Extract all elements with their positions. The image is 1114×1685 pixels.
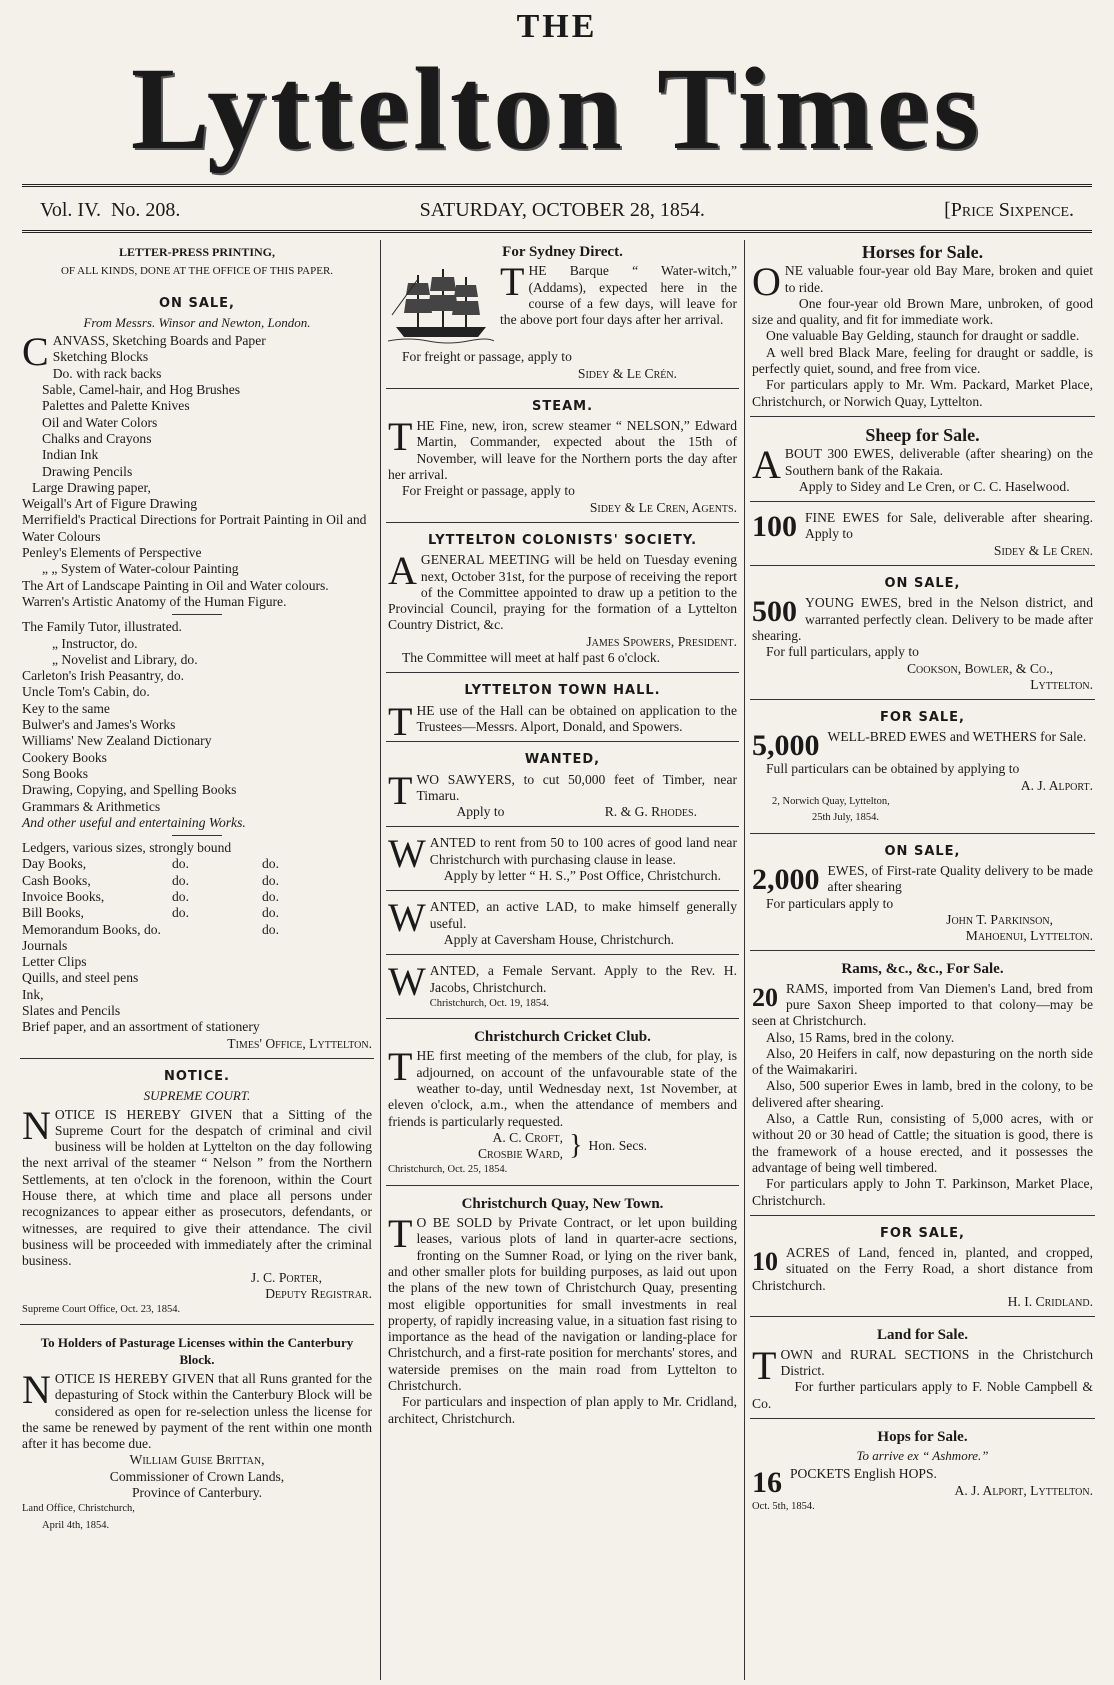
ad-heading: WANTED, [524, 752, 601, 768]
dateline-rule [22, 230, 1092, 233]
ad-dateline: Christchurch, Oct. 19, 1854. [429, 997, 550, 1009]
table-row [22, 856, 372, 872]
ad-signature: J. C. Porter, [250, 1269, 322, 1285]
quantity-number: 100 [752, 510, 797, 544]
ad-signature: Sidey & Le Cren, Agents. [589, 499, 737, 515]
ad-dateline: 2, Norwich Quay, Lyttelton, [772, 796, 890, 808]
masthead-rule [22, 184, 1092, 187]
ad-body: YOUNG EWES, bred in the Nelson district, and warranted perfectly clean. Delivery to be made after shearing. [752, 595, 1093, 643]
issue-date: SATURDAY, OCTOBER 28, 1854. [419, 198, 705, 221]
ad-body: Also, a Cattle Run, consisting of 5,000 acres, with or without 20 or 30 head of Cattle; the situation is good, there is the framework of a house erected, and it possesses the advantage of being well timbered. [752, 1111, 1093, 1175]
table-row [22, 889, 372, 905]
ad-dateline: April 4th, 1854. [42, 1519, 110, 1531]
list-item: Cookery Books [22, 749, 107, 765]
ad-heading: FOR SALE, [880, 710, 965, 726]
list-item: „ Novelist and Library, do. [52, 651, 198, 667]
list-item: Sketching Blocks [52, 349, 149, 365]
quantity-number: 16 [752, 1466, 782, 1500]
ad-acres [750, 1222, 1095, 1317]
ad-notice-supreme-court [20, 1065, 374, 1325]
ad-body: For Freight or passage, apply to [402, 483, 575, 499]
ad-body: ONE valuable four-year old Bay Mare, broken and quiet to ride. [752, 259, 1093, 305]
ad-pasturage-licenses [20, 1331, 374, 1540]
ad-heading: FOR SALE, [880, 1225, 965, 1241]
list-item: Large Drawing paper, [32, 479, 151, 495]
list-item: Warren's Artistic Anatomy of the Human Figure. [22, 593, 287, 609]
list-item: And other useful and entertaining Works. [22, 814, 246, 830]
ad-heading: To Holders of Pasturage Licenses within the Canterbury Block. [40, 1335, 354, 1367]
ship-icon [388, 265, 494, 347]
ad-wanted-sawyers [386, 748, 739, 827]
ad-horses [750, 240, 1095, 417]
ad-signature: Sidey & Le Crén. [577, 365, 677, 381]
table-cell: do. [172, 872, 189, 888]
table-cell: Invoice Books, [22, 888, 105, 904]
table-cell: do. [262, 905, 279, 921]
ad-body: For further particulars apply to F. Noble Campbell & Co. [752, 1379, 1093, 1411]
ad-signature: H. I. Cridland. [1007, 1294, 1093, 1310]
ad-hops [750, 1425, 1095, 1521]
issue-number: No. 208. [110, 198, 181, 221]
masthead-the: THE [516, 8, 598, 45]
ad-body: For full particulars, apply to [766, 644, 919, 660]
ad-heading: Hops for Sale. [877, 1428, 968, 1445]
table-cell: do. [262, 921, 279, 937]
list-item: Quills, and steel pens [22, 970, 139, 986]
ad-dateline: Supreme Court Office, Oct. 23, 1854. [22, 1304, 181, 1316]
ad-signature: Crosbie Ward, [477, 1146, 564, 1162]
ad-body: Also, 500 superior Ewes in lamb, bred in the colony, to be delivered after shearing. [752, 1078, 1093, 1110]
volume: Vol. IV. [40, 198, 101, 221]
ad-signature: John T. Parkinson, [946, 911, 1053, 927]
column-1 [20, 240, 374, 1680]
ad-sydney-direct [386, 240, 739, 389]
ad-steam [386, 395, 739, 523]
table-row [22, 905, 372, 921]
ad-body: EWES, of First-rate Quality delivery to be made after shearing [827, 862, 1093, 895]
ad-body: NOTICE IS HEREBY GIVEN that all Runs granted for the depasturing of Stock within the Canterbury Block will be considered as open for re-selection unless the license for the same be renewed by payment of the rent within one month after it has become due. [22, 1367, 372, 1452]
list-item: The Family Tutor, illustrated. [22, 619, 182, 635]
ad-letterpress [20, 240, 374, 290]
dateline [40, 195, 1074, 225]
list-item: Sable, Camel-hair, and Hog Brushes [42, 382, 241, 398]
list-item: Journals [22, 937, 68, 953]
ad-heading: Land for Sale. [877, 1327, 968, 1344]
list-item: Slates and Pencils [22, 1003, 121, 1019]
list-item: Carleton's Irish Peasantry, do. [22, 668, 185, 684]
ad-heading: Horses for Sale. [861, 242, 984, 262]
table-cell: Day Books, [22, 856, 87, 872]
list-item: Drawing, Copying, and Spelling Books [22, 782, 237, 798]
ad-heading: ON SALE, [884, 843, 961, 859]
ad-ewes-100 [750, 508, 1095, 566]
ad-heading: LYTTELTON COLONISTS' SOCIETY. [427, 532, 698, 548]
ad-forsale-5000 [750, 706, 1095, 833]
ad-signature: William Guise Brittan, [129, 1452, 265, 1468]
ad-body: TO BE SOLD by Private Contract, or let upon building leases, various plots of land in quarter-acre sections, fronting on the Sumner Road, or lying on the river bank, and other smaller plots for building purposes, as laid out upon the plans of the new town of Christchurch Quay, presenting most eligible opportunities for small investments in real property, of rapidly increasing value, in a situation fast rising to importance as the head of the navigation or landing-place for Christchurch, and a first-rate position for merchants' stores, and waterside premises on the main road from Lyttelton to Christchurch. [388, 1211, 737, 1394]
ad-onsale-2000 [750, 840, 1095, 952]
list-item: Palettes and Palette Knives [42, 398, 190, 414]
ad-heading: Christchurch Quay, New Town. [461, 1195, 664, 1212]
ad-signature: Deputy Registrar. [265, 1285, 372, 1301]
ad-body: WANTED to rent from 50 to 100 acres of good land near Christchurch with purchasing clause in lease. [388, 831, 737, 877]
table-cell: do. [262, 856, 279, 872]
ad-christchurch-quay [386, 1192, 739, 1433]
list-item: Song Books [22, 765, 89, 781]
list-item: Penley's Elements of Perspective [22, 545, 202, 561]
table-cell: do. [262, 888, 279, 904]
table-cell: Bill Books, [22, 905, 84, 921]
ad-signature: Lyttelton. [1030, 676, 1093, 692]
ad-wanted-servant [386, 961, 739, 1019]
table-cell: Cash Books, [22, 872, 91, 888]
ad-colonists-society [386, 529, 739, 673]
ad-dateline: Christchurch, Oct. 25, 1854. [388, 1164, 508, 1176]
ad-body: THE Fine, new, iron, screw steamer “ NELSON,” Edward Martin, Commander, expected about the 15th of November, will leave for the Northern ports the day after her arrival. [388, 414, 737, 483]
table-cell: do. [262, 872, 279, 888]
table-row [22, 922, 372, 938]
ad-heading: STEAM. [531, 398, 594, 414]
ad-signature: Times' Office, Lyttelton. [227, 1035, 372, 1051]
list-item: Oil and Water Colors [42, 414, 158, 430]
list-item: „ Instructor, do. [52, 635, 138, 651]
column-2 [386, 240, 739, 1680]
ad-body: The Committee will meet at half past 6 o'clock. [402, 650, 661, 666]
ad-heading: For Sydney Direct. [502, 244, 623, 260]
ad-signature: A. C. Croft, [492, 1129, 564, 1145]
ad-body: For freight or passage, apply to [402, 349, 572, 365]
list-item: Merrifield's Practical Directions for Portrait Painting in Oil and Water Colours [22, 512, 367, 544]
masthead [0, 0, 1114, 221]
ad-signature: James Spowers, President. [586, 633, 737, 649]
ad-signature-role: Hon. Secs. [588, 1138, 648, 1154]
ad-sheep [750, 423, 1095, 502]
divider [172, 835, 222, 836]
ad-body: Apply by letter “ H. S.,” Post Office, Christchurch. [443, 868, 722, 884]
ad-signature: A. J. Alport, Lyttelton. [954, 1482, 1093, 1498]
ad-cricket-club [386, 1025, 739, 1186]
ad-body: WANTED, a Female Servant. Apply to the Rev. H. Jacobs, Christchurch. [388, 959, 737, 1005]
ad-body: CANVASS, Sketching Boards and Paper [22, 329, 266, 375]
list-item: Chalks and Crayons [42, 430, 152, 446]
list-item: Williams' New Zealand Dictionary [22, 733, 212, 749]
ad-body: For particulars apply to Mr. Wm. Packard, Market Place, Christchurch, or Norwich Quay, Lyttelton. [752, 377, 1093, 409]
apply-label: Apply to [456, 804, 505, 820]
ad-body: Apply at Caversham House, Christchurch. [443, 931, 675, 947]
list-item: Indian Ink [42, 447, 99, 463]
quantity-number: 5,000 [752, 729, 820, 763]
ad-onsale-500 [750, 572, 1095, 700]
price: [Price Sixpence. [944, 198, 1074, 221]
ad-wanted-lad [386, 897, 739, 955]
table-cell: do. [172, 856, 189, 872]
ad-body: TWO SAWYERS, to cut 50,000 feet of Timber, near Timaru. [388, 767, 737, 813]
ad-body: RAMS, imported from Van Diemen's Land, bred from pure Saxon Sheep imported to that colony—may be seen at Christchurch. [752, 980, 1093, 1029]
quantity-number: 10 [752, 1247, 778, 1277]
signature-block: A. C. Croft, Crosbie Ward, } Hon. Secs. [477, 1129, 648, 1162]
ad-body: ACRES of Land, fenced in, planted, and cropped, situated on the Ferry Road, a short distance from Christchurch. [752, 1245, 1093, 1293]
ad-subheading: From Messrs. Winsor and Newton, London. [83, 314, 311, 330]
ad-onsale-stationery [20, 292, 374, 1059]
ad-body: For particulars apply to [766, 895, 894, 911]
ad-signature: Mahoenui, Lyttelton. [965, 928, 1093, 944]
item-list [22, 349, 372, 610]
quantity-number: 2,000 [752, 862, 820, 896]
ad-dateline: Land Office, Christchurch, [22, 1503, 135, 1515]
ad-heading: ON SALE, [884, 576, 961, 592]
ad-body: For particulars and inspection of plan apply to Mr. Cridland, architect, Christchurch. [388, 1394, 737, 1426]
quantity-number: 20 [752, 982, 778, 1012]
list-item: Do. with rack backs [52, 365, 162, 381]
ad-subheading: OF ALL KINDS, DONE AT THE OFFICE OF THIS PAPER. [60, 265, 334, 278]
ad-dateline: 25th July, 1854. [812, 812, 879, 824]
list-item: The Art of Landscape Painting in Oil and Water colours. [22, 577, 329, 593]
ad-body: NOTICE IS HEREBY GIVEN that a Sitting of the Supreme Court for the despatch of criminal and civil business will be holden at Lyttelton on the day following the next arrival of the steamer “ Nelson ” from the Northern Settlements, at ten o'clock in the forenoon, within the Court House there, at which time and place all persons under recognizances to appear either as prosecutors, defendants, or witnesses, are required to give their attendance. The civil business will be proceeded with immediately after the criminal business. [22, 1102, 372, 1269]
ad-subheading: To arrive ex “ Ashmore.” [856, 1448, 989, 1464]
ad-heading: LETTER-PRESS PRINTING, [118, 245, 276, 259]
list-item: Letter Clips [22, 954, 87, 970]
ad-body: Also, 20 Heifers in calf, now depasturing on the north side of the Waimakariri. [752, 1045, 1093, 1078]
list-item: Key to the same [22, 700, 110, 716]
table-row [22, 873, 372, 889]
ad-body: FINE EWES for Sale, deliverable after shearing. Apply to [805, 510, 1093, 542]
list-item: „ „ System of Water-colour Painting [42, 561, 239, 577]
ad-body: For particulars apply to John T. Parkinson, Market Place, Christchurch. [752, 1176, 1093, 1208]
book-list [22, 619, 372, 831]
ad-signature: A. J. Alport. [1020, 777, 1093, 793]
ad-land-for-sale [750, 1323, 1095, 1418]
ad-body: WELL-BRED EWES and WETHERS for Sale. [827, 729, 1087, 745]
list-item: Weigall's Art of Figure Drawing [22, 496, 198, 512]
column-rule [380, 240, 381, 1680]
ad-signature: Province of Canterbury. [131, 1485, 263, 1501]
list-item: Grammars & Arithmetics [22, 798, 161, 814]
list-item: Bulwer's and James's Works [22, 717, 176, 733]
divider [172, 614, 222, 615]
ad-body: ABOUT 300 EWES, deliverable (after shearing) on the Southern bank of the Rakaia. [752, 442, 1093, 488]
ad-heading: Sheep for Sale. [865, 424, 980, 445]
ad-rams [750, 957, 1095, 1215]
list-item: Ink, [22, 986, 44, 1002]
ad-body: AGENERAL MEETING will be held on Tuesday evening next, October 31st, for the purpose of receiving the report of the Committee appointed to draw up a petition to the Provincial Council, praying for the formation of a Lyttelton Country District, &c. [388, 548, 737, 633]
list-item: Ledgers, various sizes, strongly bound [22, 840, 232, 856]
ad-body: One four-year old Brown Mare, unbroken, of good size and quality, and fit for immediate work. [752, 295, 1093, 328]
ad-body: One valuable Bay Gelding, staunch for draught or saddle. [766, 328, 1080, 344]
ad-heading: LYTTELTON TOWN HALL. [464, 683, 661, 699]
ad-body: Also, 15 Rams, bred in the colony. [766, 1029, 955, 1045]
quantity-number: 500 [752, 595, 797, 629]
ad-signature: R. & G. Rhodes. [604, 804, 697, 820]
masthead-title: Lyttelton Times [130, 43, 984, 174]
ad-body: THE use of the Hall can be obtained on application to the Trustees—Messrs. Alport, Donald, and Spowers. [388, 698, 737, 744]
ad-body: TOWN and RURAL SECTIONS in the Christchurch District. [752, 1342, 1093, 1388]
table-cell: do. [172, 888, 189, 904]
ad-body: WANTED, an active LAD, to make himself generally useful. [388, 895, 737, 941]
ad-signature: Commissioner of Crown Lands, [109, 1468, 285, 1484]
ad-body: Apply to Sidey and Le Cren, or C. C. Haselwood. [798, 478, 1070, 494]
table-cell: do. [172, 905, 189, 921]
ad-town-hall [386, 679, 739, 742]
list-item: Uncle Tom's Cabin, do. [22, 684, 150, 700]
ad-body: A well bred Black Mare, feeling for draught or saddle, is perfectly quiet, sound, and free from vice. [752, 344, 1093, 377]
ad-signature: Cookson, Bowler, & Co., [906, 660, 1053, 676]
ad-body: POCKETS English HOPS. [790, 1466, 937, 1482]
ad-body: Full particulars can be obtained by applying to [766, 761, 1020, 777]
column-3 [750, 240, 1095, 1680]
ad-dateline: Oct. 5th, 1854. [752, 1501, 815, 1512]
ad-heading: NOTICE. [164, 1068, 230, 1084]
list-item: Brief paper, and an assortment of stationery [22, 1019, 260, 1035]
ad-wanted-land [386, 833, 739, 891]
table-cell: Memorandum Books, do. [22, 921, 161, 937]
apply-line [416, 804, 737, 820]
ad-body: THE first meeting of the members of the club, for play, is adjourned, on account of the unfavourable state of the weather to-day, until Wednesday next, 1st November, at eleven o'clock, a.m., when the attendance of members and friends is particularly requested. [388, 1044, 737, 1129]
ad-signature: Sidey & Le Cren. [993, 542, 1093, 558]
ad-heading: Christchurch Cricket Club. [474, 1029, 651, 1046]
column-rule [744, 240, 745, 1680]
ad-subheading: SUPREME COURT. [143, 1088, 251, 1104]
list-item: Drawing Pencils [42, 463, 133, 479]
ad-body: THE Barque “ Water-witch,” (Addams), expected here in the course of a few days, will leave for the above port four days after her arrival. [500, 259, 737, 328]
ad-heading: Rams, &c., &c., For Sale. [841, 961, 1004, 978]
ad-heading: ON SALE, [159, 295, 235, 311]
